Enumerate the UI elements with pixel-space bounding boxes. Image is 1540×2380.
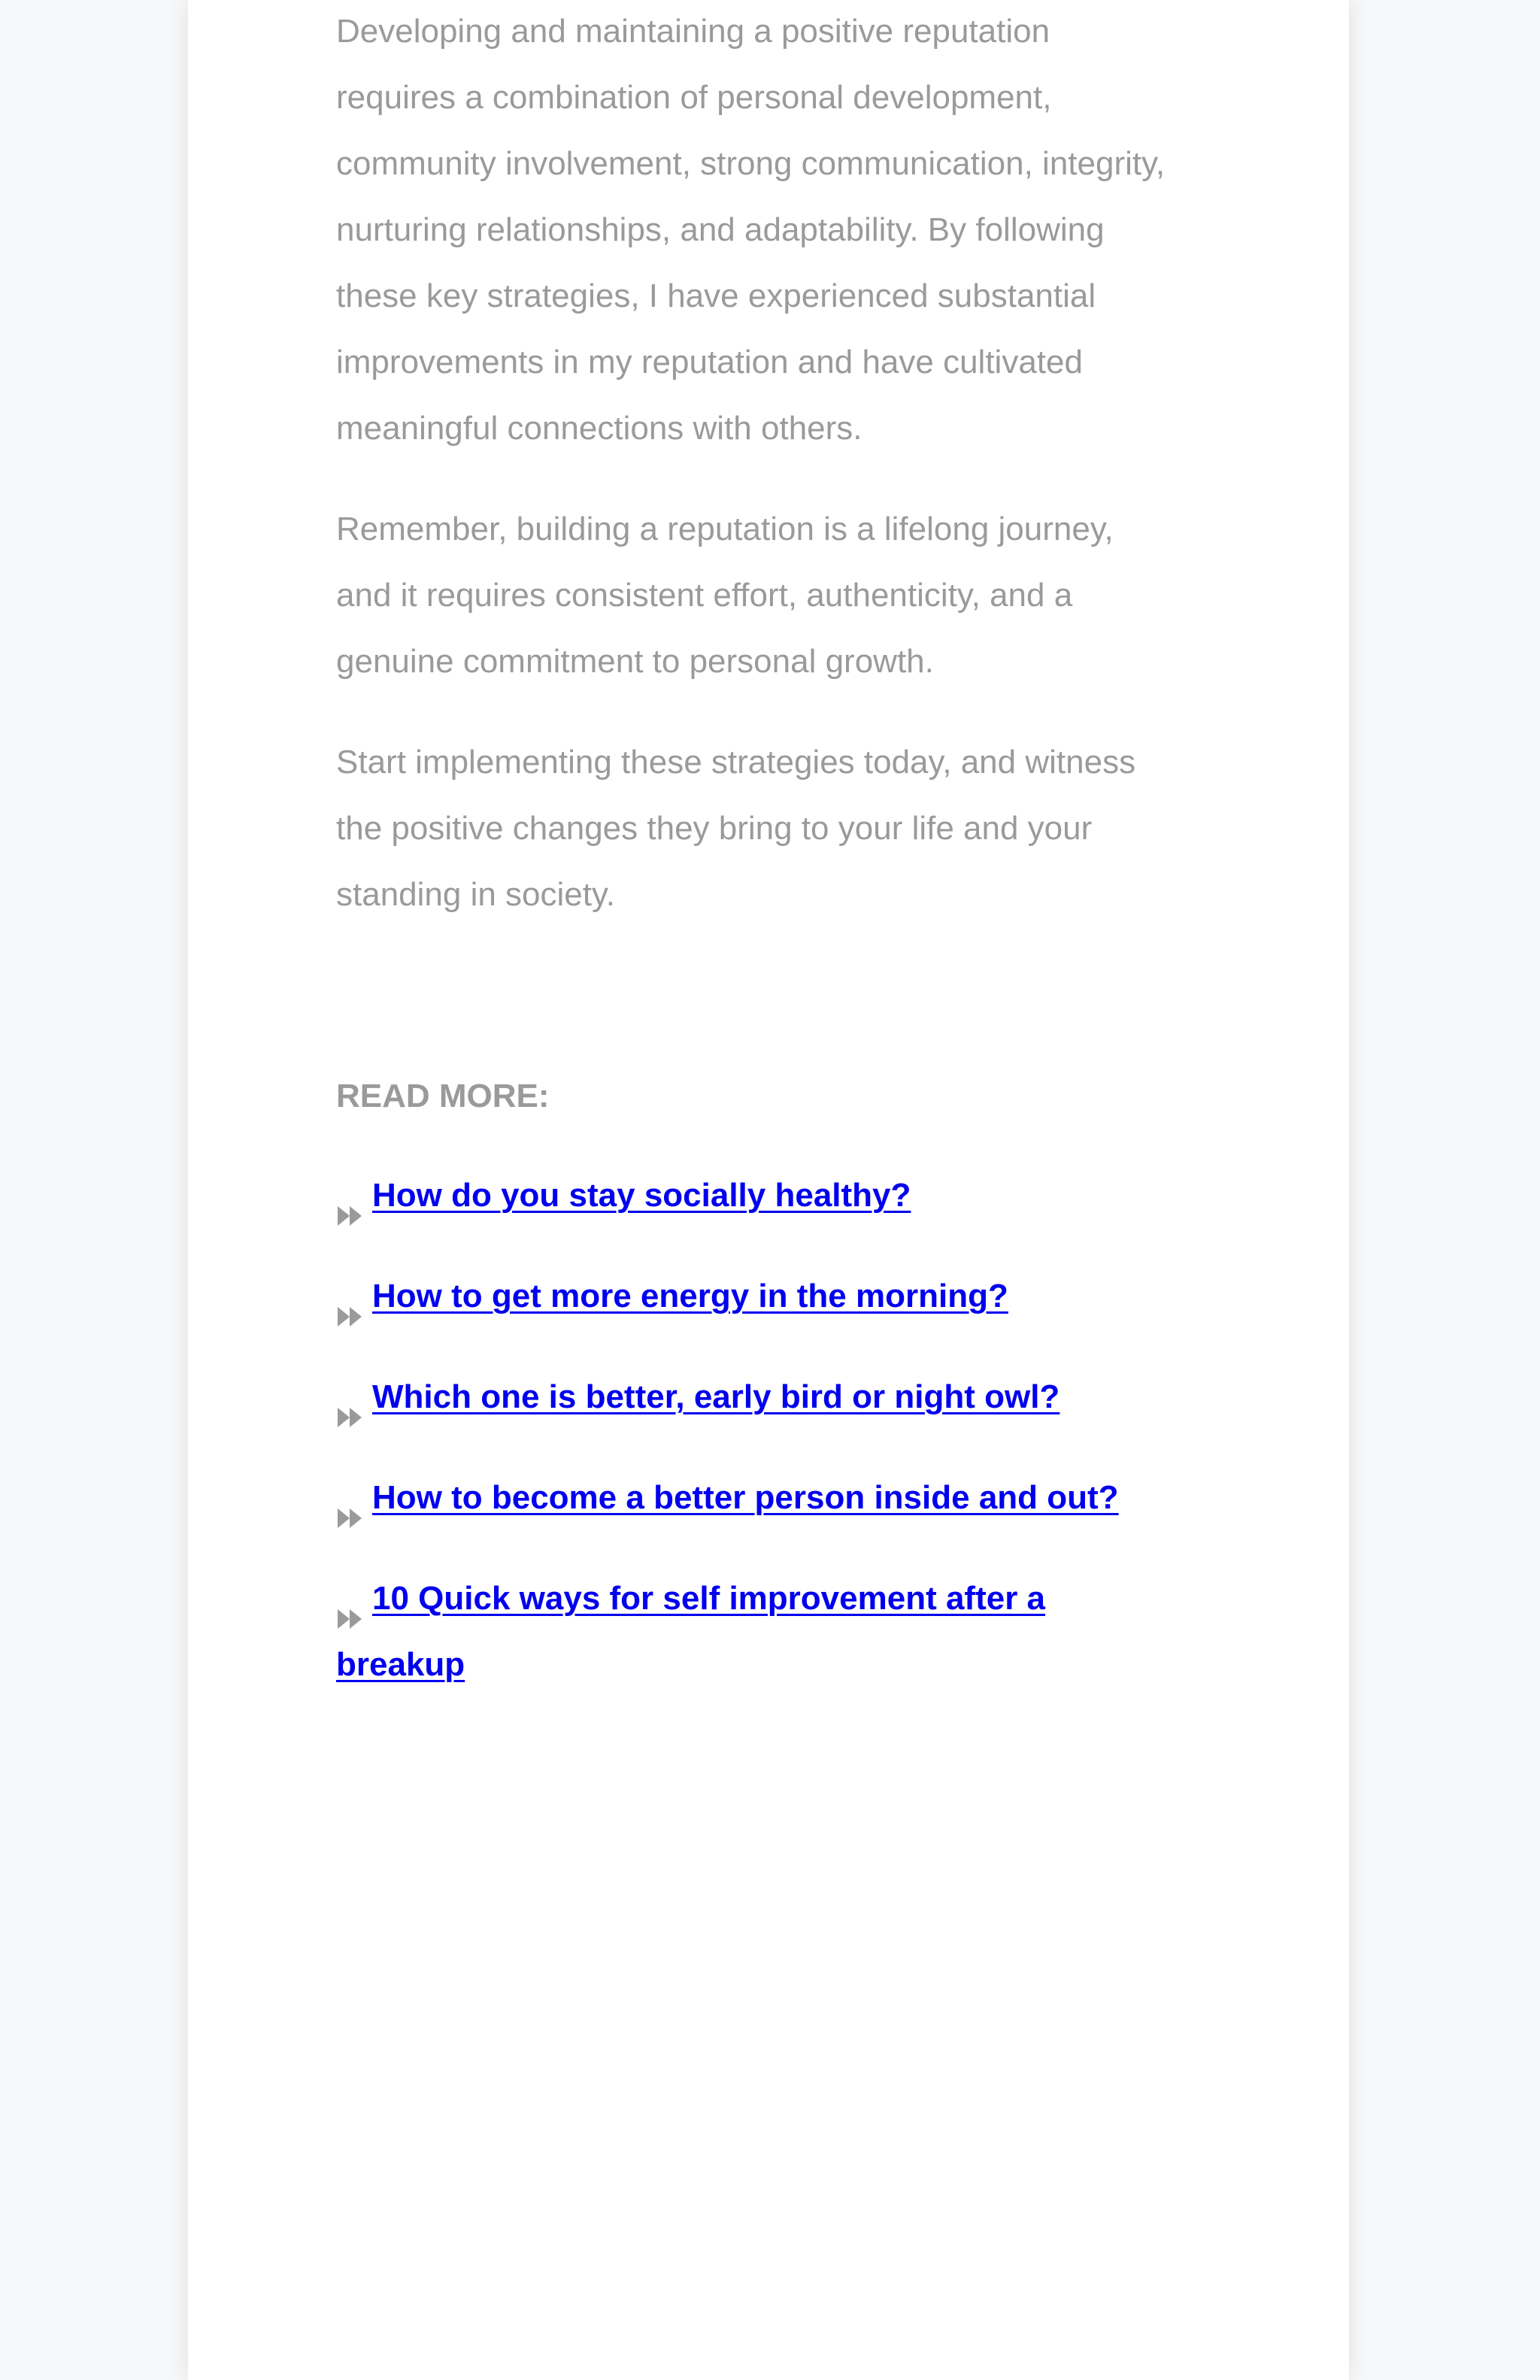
paragraph-line: meaningful connections with others. (336, 410, 862, 447)
paragraph-line: genuine commitment to personal growth. (336, 643, 934, 680)
paragraph-line: community involvement, strong communication, integrity, (336, 145, 1166, 182)
article-paragraph (336, 729, 1135, 928)
double-arrow-right-icon (336, 1587, 365, 1609)
link-text-line: breakup (336, 1646, 465, 1683)
read-more-link-morning-energy[interactable]: How to get more energy in the morning? (372, 1278, 1008, 1314)
paragraph-line: requires a combination of personal development, (336, 79, 1052, 116)
read-more-link-early-bird-night-owl[interactable]: Which one is better, early bird or night owl? (372, 1378, 1060, 1415)
paragraph-line: and it requires consistent effort, authenticity, and a (336, 577, 1073, 614)
read-more-heading: READ MORE: (336, 1078, 550, 1114)
read-more-item (336, 1263, 1008, 1329)
paragraph-line: the positive changes they bring to your life and your (336, 810, 1093, 847)
read-more-link-self-improvement-breakup[interactable] (336, 1580, 1045, 1683)
paragraph-line: nurturing relationships, and adaptability. By following (336, 211, 1105, 248)
paragraph-line: improvements in my reputation and have cultivated (336, 344, 1083, 380)
read-more-item (336, 1465, 1119, 1531)
double-arrow-right-icon (336, 1385, 365, 1408)
link-text-line: 10 Quick ways for self improvement after a (372, 1580, 1046, 1617)
read-more-link-better-person[interactable]: How to become a better person inside and out? (372, 1479, 1119, 1516)
double-arrow-right-icon (336, 1184, 365, 1206)
double-arrow-right-icon (336, 1486, 365, 1508)
article-paragraph (336, 0, 1165, 462)
read-more-link-socially-healthy[interactable]: How do you stay socially healthy? (372, 1177, 911, 1214)
paragraph-line: Start implementing these strategies today, and witness (336, 744, 1136, 781)
read-more-item (336, 1364, 1060, 1430)
paragraph-line: Remember, building a reputation is a lifelong journey, (336, 511, 1114, 547)
read-more-item (336, 1163, 911, 1229)
double-arrow-right-icon (336, 1284, 365, 1307)
paragraph-line: Developing and maintaining a positive reputation (336, 13, 1050, 50)
article-paragraph (336, 496, 1114, 695)
paragraph-line: standing in society. (336, 876, 615, 913)
paragraph-line: these key strategies, I have experienced substantial (336, 277, 1096, 314)
read-more-item (336, 1566, 1045, 1698)
